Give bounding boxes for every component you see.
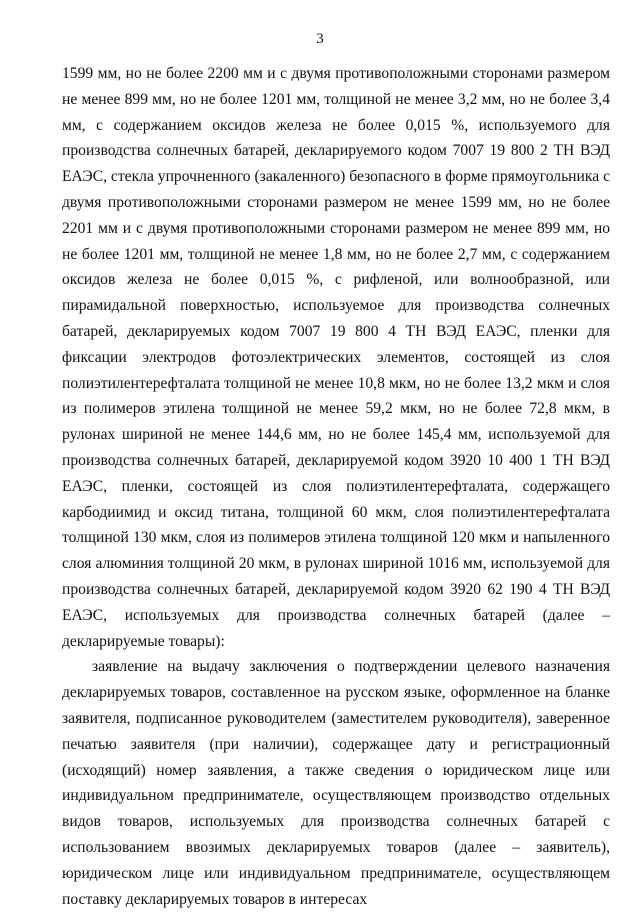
page-number: 3: [316, 31, 324, 47]
document-body: [62, 61, 610, 912]
paragraph-application-statement: заявление на выдачу заключения о подтверждении целевого назначения декларируемых товаров, составленное на русском языке, оформленное на бланке заявителя, подписанное руководителем (заместителем руководителя), заверенное печатью заявителя (при наличии), содержащее дату и регистрационный (исходящий) номер заявления, а также сведения о юридическом лице или индивидуальном предпринимателе, осуществляющем производство отдельных видов товаров, используемых для производства солнечных батарей с использованием ввозимых декларируемых товаров (далее – заявитель), юридическом лице или индивидуальном предпринимателе, осуществляющем поставку декларируемых товаров в интересах: [62, 658, 610, 908]
paragraph-continuation: 1599 мм, но не более 2200 мм и с двумя противоположными сторонами размером не менее 899 мм, но не более 1201 мм, толщиной не менее 3,2 мм, но не более 3,4 мм, с содержанием оксидов железа не более 0,015 %, используемого для производства солнечных батарей, декларируемого кодом 7007 19 800 2 ТН ВЭД ЕАЭС, стекла упрочненного (закаленного) безопасного в форме прямоугольника с двумя противоположными сторонами размером не менее 1599 мм, но не более 2201 мм и с двумя противоположными сторонами размером не менее 899 мм, но не более 1201 мм, толщиной не менее 1,8 мм, но не более 2,7 мм, с содержанием оксидов железа не более 0,015 %, с рифленой, или волнообразной, или пирамидальной поверхностью, используемое для производства солнечных батарей, декларируемых кодом 7007 19 800 4 ТН ВЭД ЕАЭС, пленки для фиксации электродов фотоэлектрических элементов, состоящей из слоя полиэтилентерефталата толщиной не менее 10,8 мкм, но не более 13,2 мкм и слоя из полимеров этилена толщиной не менее 59,2 мкм, но не более 72,8 мкм, в рулонах шириной не менее 144,6 мм, но не более 145,4 мм, используемой для производства солнечных батарей, декларируемой кодом 3920 10 400 1 ТН ВЭД ЕАЭС, пленки, состоящей из слоя полиэтилентерефталата, содержащего карбодиимид и оксид титана, толщиной 60 мкм, слоя полиэтилентерефталата толщиной 130 мкм, слоя из полимеров этилена толщиной 120 мкм и напыленного слоя алюминия толщиной 20 мкм, в рулонах шириной 1016 мм, используемой для производства солнечных батарей, декларируемой кодом 3920 62 190 4 ТН ВЭД ЕАЭС, используемых для производства солнечных батарей (далее – декларируемые товары):: [62, 65, 610, 650]
